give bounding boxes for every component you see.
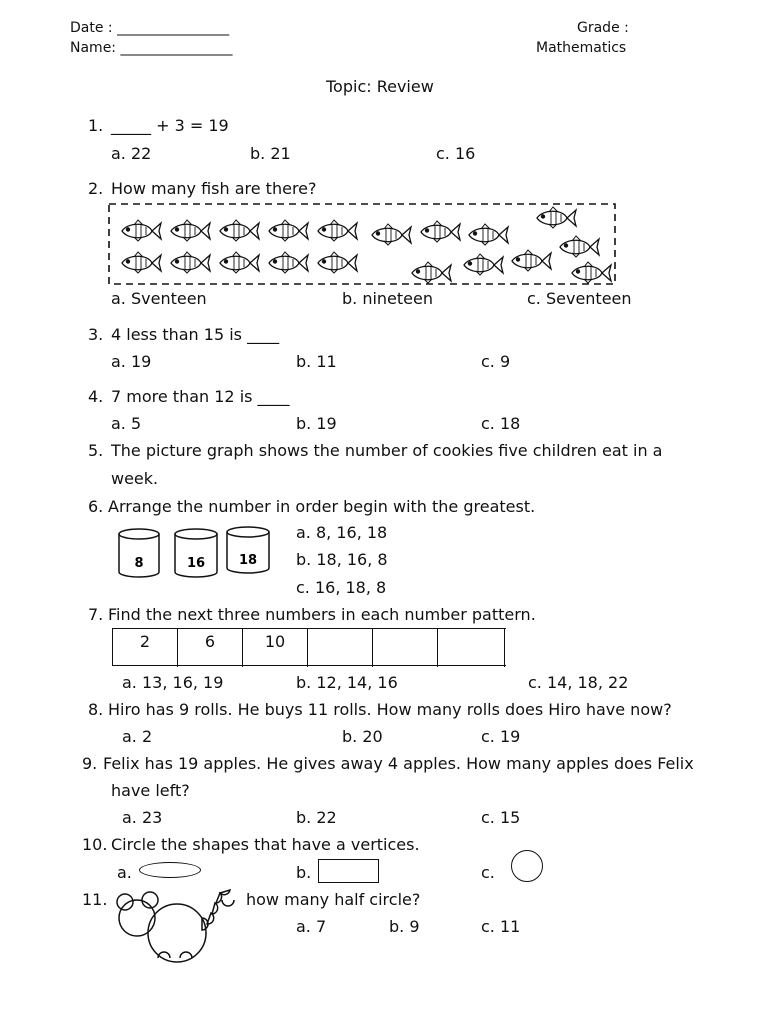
fish-icon [469, 224, 508, 245]
option-b: b. 19 [296, 414, 337, 433]
fish-icon [220, 220, 259, 241]
question-text: Circle the shapes that have a vertices. [111, 835, 420, 854]
pattern-cell: 2 [113, 629, 178, 667]
option-c: c. Seventeen [527, 289, 632, 308]
question-number: 1. [88, 116, 104, 135]
grade-label: Grade : [577, 20, 629, 36]
option-c: c. 9 [481, 352, 511, 371]
question-number: 3. [88, 325, 104, 344]
option-a: a. Sventeen [111, 289, 207, 308]
question-number: 9. [82, 754, 98, 773]
option-c: c. [481, 863, 495, 882]
fish-icon [171, 252, 210, 273]
question-number: 8. [88, 700, 104, 719]
option-a: a. [117, 863, 132, 882]
option-a: a. 23 [122, 808, 163, 827]
option-b: b. 12, 14, 16 [296, 673, 398, 692]
question-text: 4 less than 15 is ____ [111, 325, 280, 344]
question-text: Arrange the number in order begin with the greatest. [108, 497, 536, 516]
rectangle-shape [318, 859, 379, 883]
can-label: 18 [238, 553, 258, 568]
date-field: Date : ________________ [70, 20, 230, 36]
can-label: 8 [134, 556, 144, 571]
fish-icon [318, 220, 357, 241]
option-b: b. 22 [296, 808, 337, 827]
option-a: a. 8, 16, 18 [296, 523, 388, 542]
fish-icon [512, 250, 551, 271]
question-number: 4. [88, 387, 104, 406]
option-c: c. 14, 18, 22 [528, 673, 629, 692]
option-b: b. [296, 863, 312, 882]
pattern-cell [438, 629, 505, 667]
question-text: 7 more than 12 is ____ [111, 387, 290, 406]
option-c: c. 11 [481, 917, 521, 936]
option-c: c. 16, 18, 8 [296, 578, 387, 597]
pattern-cell: 6 [178, 629, 243, 667]
fish-icon [220, 252, 259, 273]
option-c: c. 18 [481, 414, 521, 433]
option-b: b. 18, 16, 8 [296, 550, 388, 569]
pattern-cell [373, 629, 438, 667]
fish-icon [171, 220, 210, 241]
fish-icon [372, 224, 411, 245]
oval-shape [139, 862, 201, 878]
option-b: b. 11 [296, 352, 337, 371]
fish-icon [318, 252, 357, 273]
question-number: 6. [88, 497, 104, 516]
question-text: how many half circle? [246, 890, 421, 909]
question-text: Felix has 19 apples. He gives away 4 apples. How many apples does Felix [103, 754, 694, 773]
fish-icon [269, 220, 308, 241]
pattern-table [112, 628, 506, 666]
circle-shape [511, 850, 543, 882]
question-text-cont: have left? [111, 781, 190, 800]
pattern-cell: 10 [243, 629, 308, 667]
fish-icon [537, 207, 576, 228]
question-number: 5. [88, 441, 104, 460]
option-b: b. 20 [342, 727, 383, 746]
fish-icon [421, 221, 460, 242]
pattern-cell [308, 629, 373, 667]
question-number: 2. [88, 179, 104, 198]
question-text: _____ + 3 = 19 [111, 116, 229, 135]
subject-label: Mathematics [536, 40, 627, 56]
fish-icon [122, 220, 161, 241]
option-b: b. nineteen [342, 289, 433, 308]
mouse-figure [110, 888, 245, 964]
option-c: c. 15 [481, 808, 521, 827]
option-a: a. 2 [122, 727, 153, 746]
fish-icon [464, 254, 503, 275]
question-text: How many fish are there? [111, 179, 317, 198]
question-text-cont: week. [111, 469, 159, 488]
can-label: 16 [186, 556, 206, 571]
fish-icon [412, 262, 451, 283]
question-number: 7. [88, 605, 104, 624]
fish-icon [269, 252, 308, 273]
fish-picture [108, 203, 618, 287]
option-a: a. 13, 16, 19 [122, 673, 224, 692]
option-c: c. 16 [436, 144, 476, 163]
option-a: a. 22 [111, 144, 152, 163]
fish-icon [560, 236, 599, 257]
question-text: Find the next three numbers in each number pattern. [108, 605, 536, 624]
option-c: c. 19 [481, 727, 521, 746]
page-title: Topic: Review [326, 77, 434, 96]
question-number: 11. [82, 890, 108, 909]
option-b: b. 9 [389, 917, 420, 936]
number-cans [114, 526, 274, 584]
fish-icon [122, 252, 161, 273]
option-a: a. 5 [111, 414, 142, 433]
question-number: 10. [82, 835, 108, 854]
question-text: The picture graph shows the number of cookies five children eat in a [111, 441, 663, 460]
option-a: a. 19 [111, 352, 152, 371]
name-field: Name: ________________ [70, 40, 233, 56]
question-text: Hiro has 9 rolls. He buys 11 rolls. How many rolls does Hiro have now? [108, 700, 672, 719]
option-a: a. 7 [296, 917, 327, 936]
fish-icon [572, 262, 611, 283]
option-b: b. 21 [250, 144, 291, 163]
